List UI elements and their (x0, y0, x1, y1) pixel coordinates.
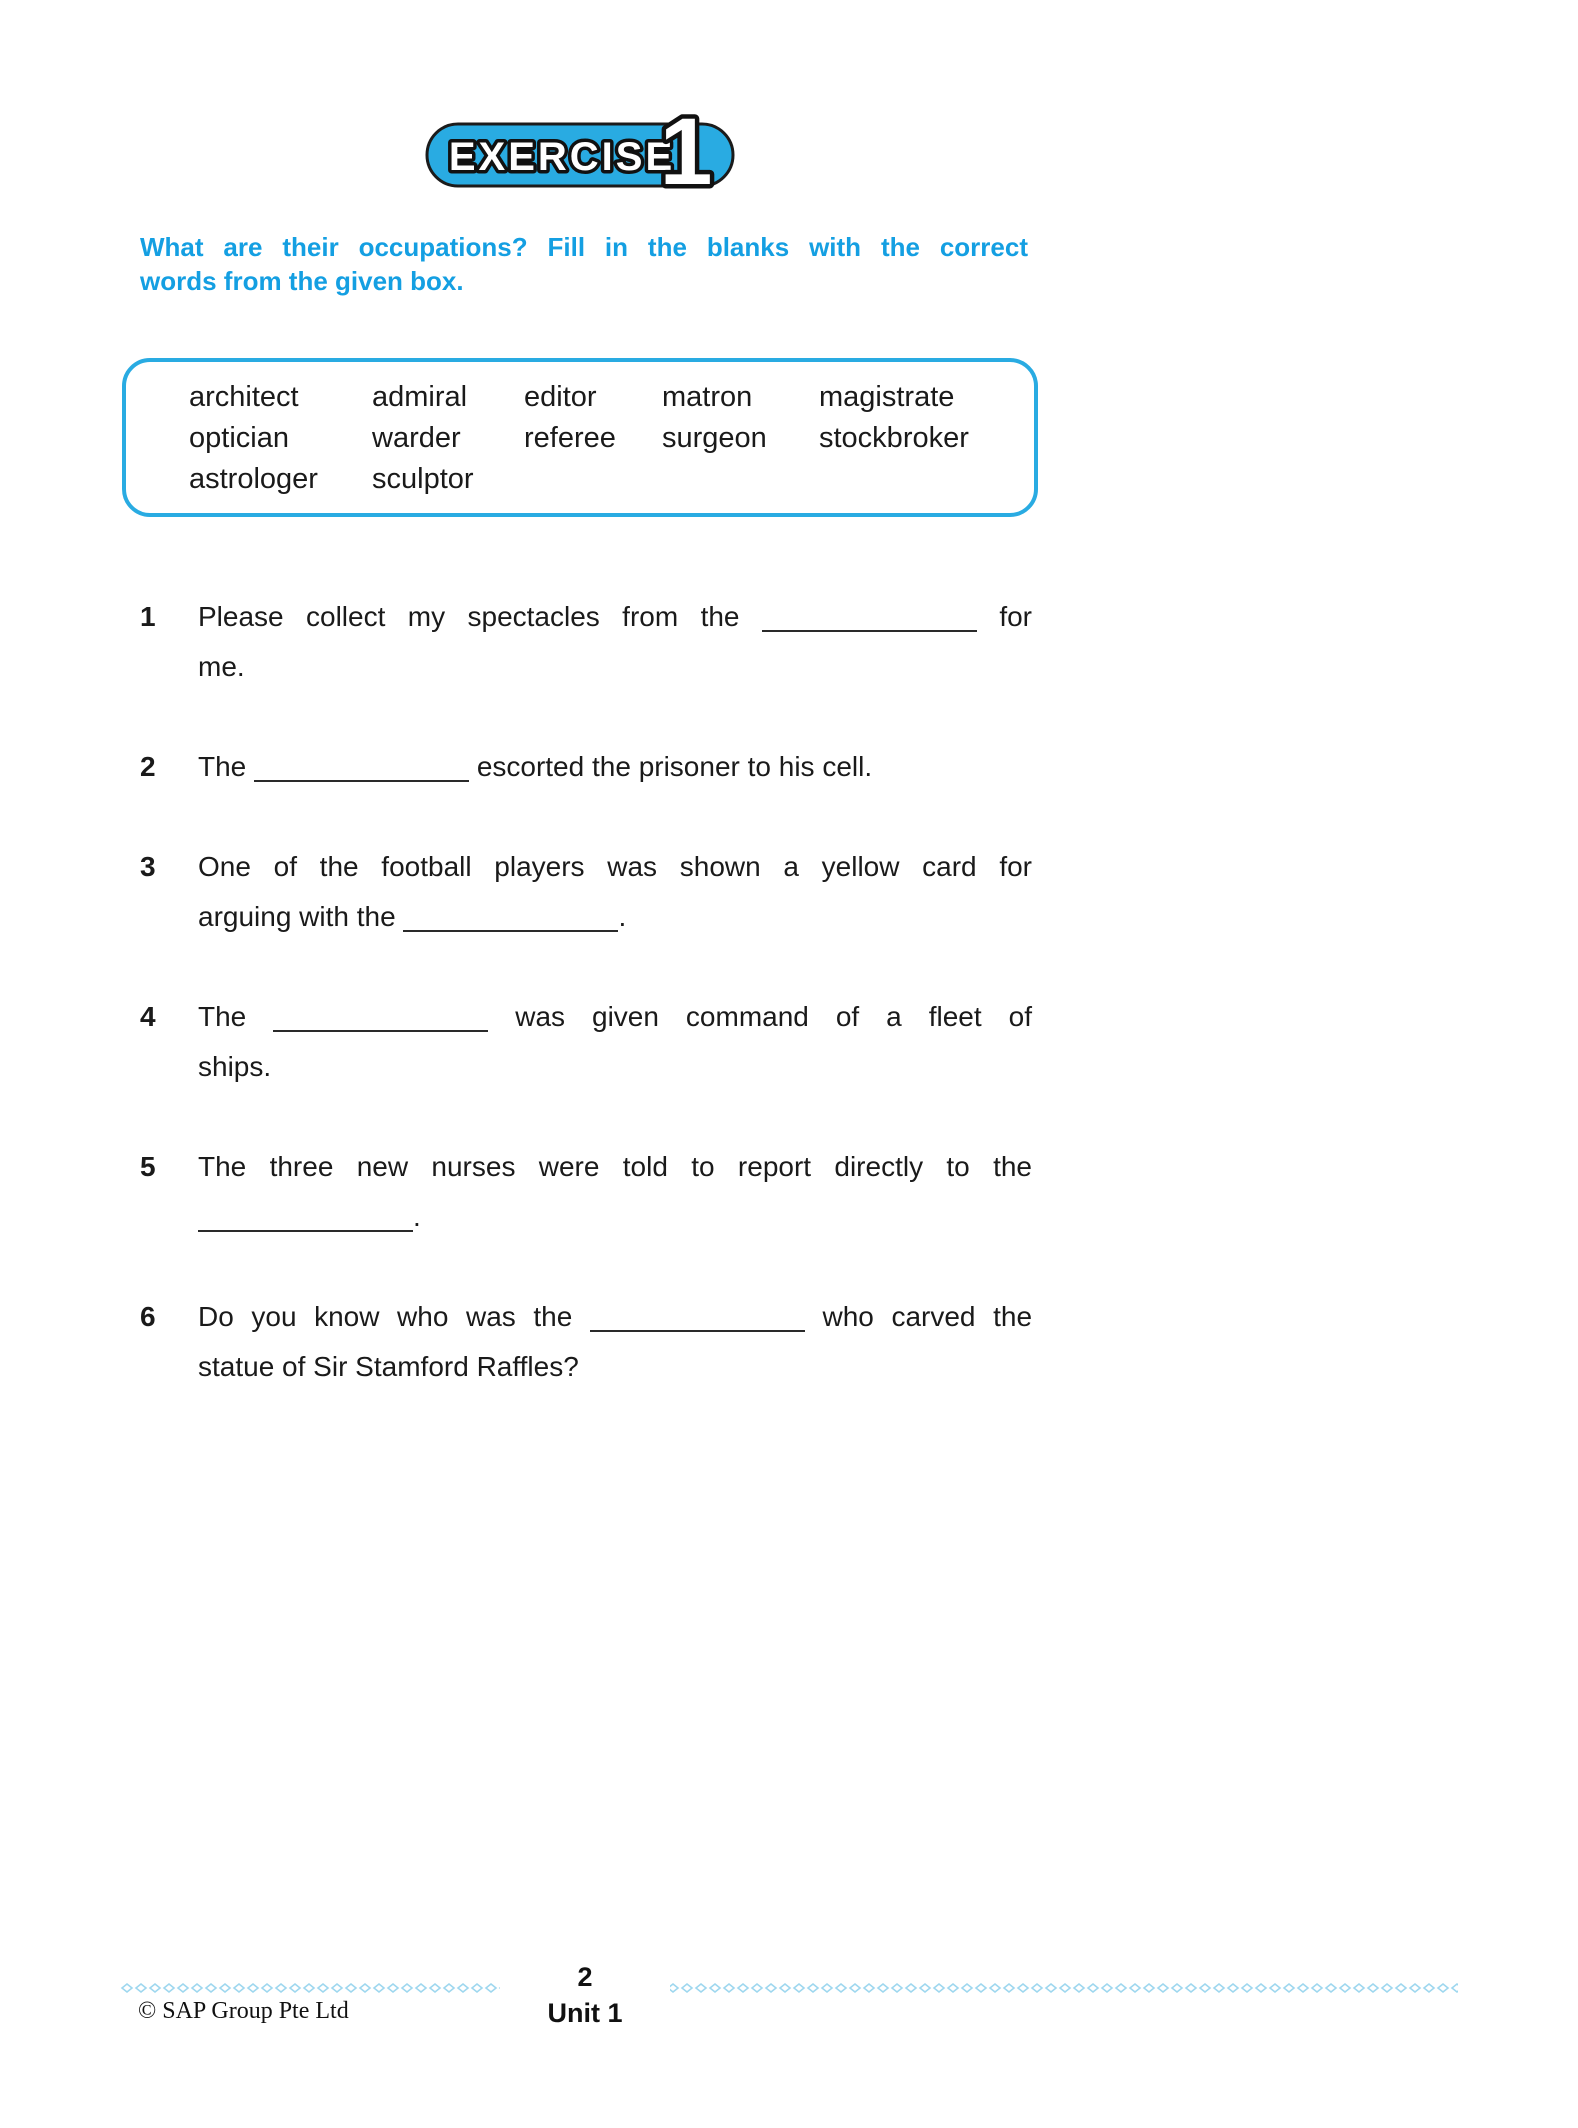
question-item-6 (140, 1292, 1032, 1392)
question-text-segment: Please collect my spectacles from the (198, 601, 740, 632)
question-text-segment: Do you know who was the (198, 1301, 573, 1332)
question-text-segment: The (198, 751, 247, 782)
word-option-referee: referee (524, 422, 616, 454)
footer-divider (120, 1982, 1458, 1994)
instruction-text (140, 230, 1028, 298)
question-number: 6 (140, 1301, 156, 1332)
answer-blank[interactable] (403, 926, 618, 932)
badge-number: 1 (659, 100, 713, 200)
question-item-2 (140, 742, 1032, 792)
question-text-segment: for (999, 601, 1033, 632)
question-item-5 (140, 1142, 1032, 1242)
answer-blank[interactable] (590, 1326, 805, 1332)
exercise-badge (424, 100, 754, 200)
word-option-optician: optician (189, 422, 289, 454)
word-option-matron: matron (662, 381, 753, 413)
question-text-segment: arguing with the (198, 901, 396, 932)
word-box (122, 358, 1038, 517)
word-option-editor: editor (524, 381, 597, 413)
question-text-segment: ships. (198, 1051, 272, 1082)
question-item-1 (140, 592, 1032, 692)
word-option-warder: warder (372, 422, 461, 454)
question-number: 4 (140, 1001, 156, 1032)
word-option-stockbroker: stockbroker (819, 422, 969, 454)
word-option-admiral: admiral (372, 381, 468, 413)
question-text (198, 742, 1032, 792)
question-number: 5 (140, 1151, 156, 1182)
question-text-segment: escorted the prisoner to his cell. (476, 751, 873, 782)
answer-blank[interactable] (254, 776, 469, 782)
instruction-line-2: words from the given box. (140, 266, 464, 296)
question-text (198, 842, 1032, 942)
question-text-segment: . (618, 901, 627, 932)
question-text (198, 992, 1032, 1092)
question-text (198, 1142, 1032, 1242)
question-number: 2 (140, 751, 156, 782)
unit-label: Unit 1 (547, 1998, 623, 2028)
word-grid (189, 377, 1014, 500)
question-text-segment: . (413, 1201, 421, 1232)
copyright-text: © SAP Group Pte Ltd (138, 1998, 349, 2024)
question-number: 3 (140, 851, 156, 882)
question-text-segment: The three new nurses were told to report directly to the (198, 1151, 1032, 1182)
word-option-magistrate: magistrate (819, 381, 955, 413)
question-text (198, 1292, 1032, 1392)
page-number: 2 (500, 1962, 670, 1993)
instruction-line-1: What are their occupations? Fill in the blanks with the correct (140, 232, 1028, 262)
badge-label: EXERCISE (448, 135, 676, 179)
question-text-segment: The (198, 1001, 247, 1032)
word-option-sculptor: sculptor (372, 463, 474, 495)
answer-blank[interactable] (198, 1226, 413, 1232)
question-list (140, 592, 1032, 1442)
question-text-segment: who carved the (822, 1301, 1033, 1332)
answer-blank[interactable] (762, 626, 977, 632)
question-text-segment: statue of Sir Stamford Raffles? (198, 1351, 579, 1382)
question-text (198, 592, 1032, 692)
word-option-astrologer: astrologer (189, 463, 318, 495)
answer-blank[interactable] (273, 1026, 488, 1032)
word-option-architect: architect (189, 381, 299, 413)
question-item-3 (140, 842, 1032, 942)
question-item-4 (140, 992, 1032, 1092)
question-number: 1 (140, 601, 156, 632)
question-text-segment: me. (198, 651, 245, 682)
word-option-surgeon: surgeon (662, 422, 767, 454)
question-text-segment: was given command of a fleet of (515, 1001, 1032, 1032)
question-text-segment: One of the football players was shown a yellow card for (198, 851, 1032, 882)
